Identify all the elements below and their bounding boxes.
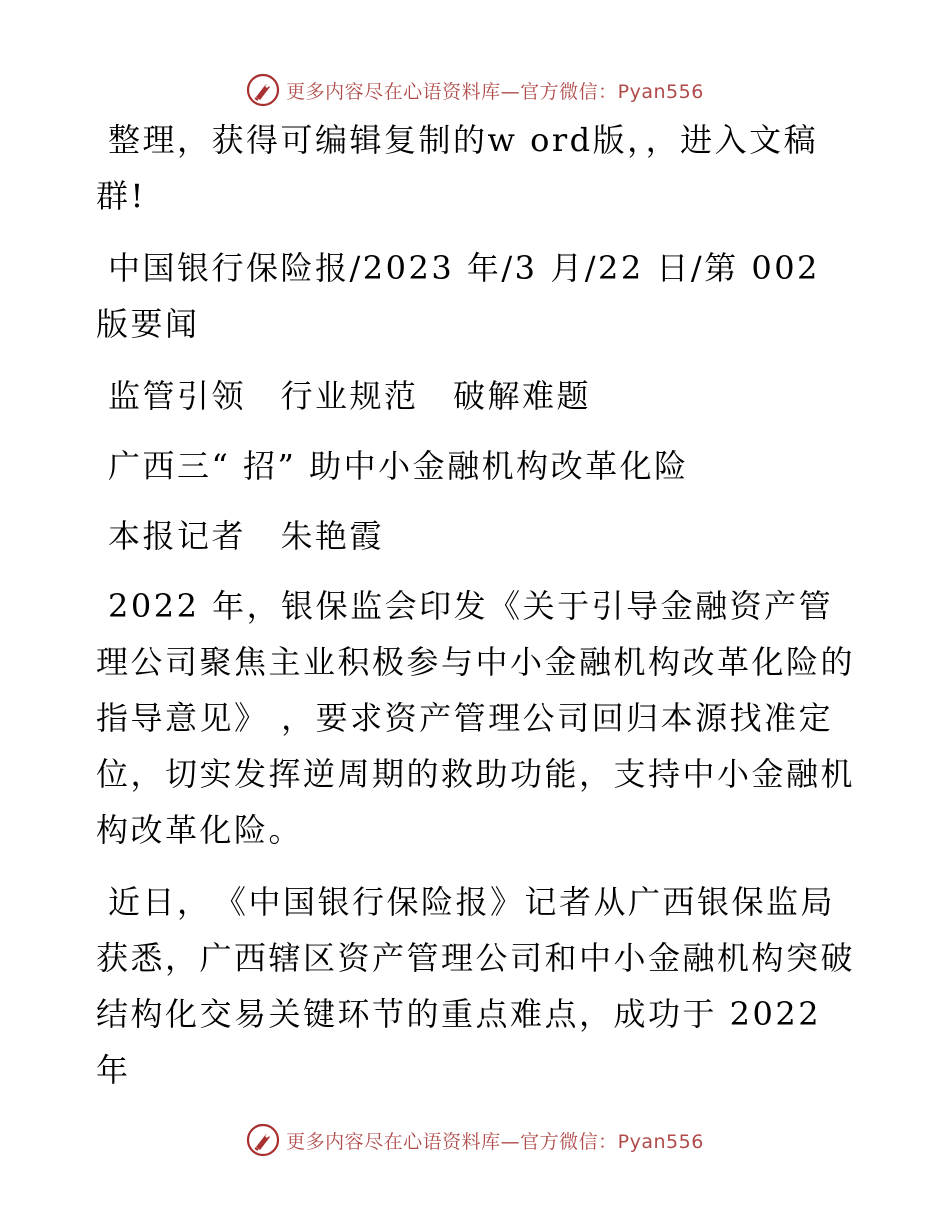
paragraph-source-line: 中国银行保险报/2023 年/3 月/22 日/第 002 版要闻 [96, 249, 833, 343]
paragraph-body-2: 近日， 《中国银行保险报》记者从广西银保监局获悉，广西辖区资产管理公司和中小金融机构突破结构化交易关键环节的重点难点，成功于 2022 年 [96, 883, 856, 1089]
headline-title: 广西三“ 招” 助中小金融机构改革化险 [108, 447, 689, 485]
watermark-group [246, 73, 704, 107]
document-body [96, 112, 856, 1114]
byline: 本报记者 朱艳霞 [108, 517, 385, 555]
watermark-group [246, 1123, 704, 1157]
pen-nib-logo-icon [246, 1123, 280, 1157]
pen-nib-logo-icon [246, 73, 280, 107]
watermark-text: 更多内容尽在心语资料库—官方微信：Pyan556 [286, 80, 704, 103]
headline-subtitle: 监管引领 行业规范 破解难题 [108, 377, 592, 415]
paragraph-body-1: 2022 年，银保监会印发《关于引导金融资产管理公司聚焦主业积极参与中小金融机构改革化险的指导意见》 ，要求资产管理公司回归本源找准定位，切实发挥逆周期的救助功能，支持中小金融机构改革化险。 [96, 587, 856, 849]
watermark-header [0, 70, 950, 110]
paragraph-intro: 整理，获得可编辑复制的w ord版，，进入文稿群! [96, 121, 819, 215]
watermark-text: 更多内容尽在心语资料库—官方微信：Pyan556 [286, 1130, 704, 1153]
watermark-footer [0, 1120, 950, 1160]
